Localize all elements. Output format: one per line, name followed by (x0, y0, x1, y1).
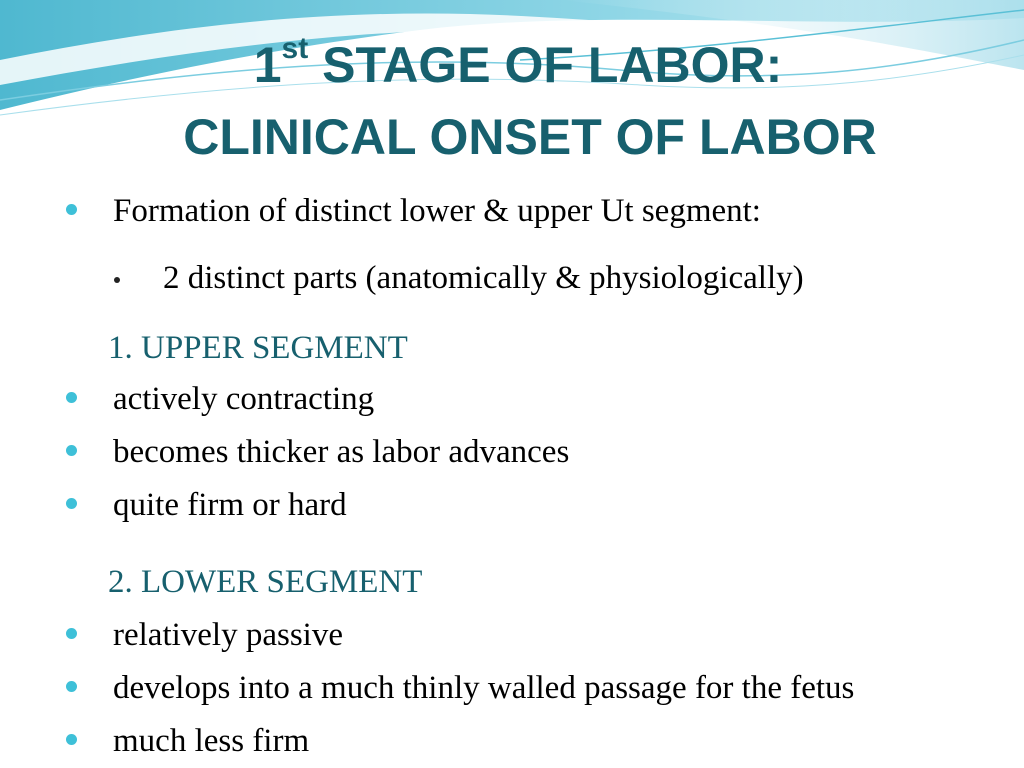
bullet-dot-icon (66, 681, 77, 692)
title-superscript: st (281, 32, 309, 65)
upper-item-text: becomes thicker as labor advances (113, 434, 570, 470)
bullet-dot-icon (66, 734, 77, 745)
bullet-dot-icon (66, 445, 77, 456)
bullet-dot-icon (66, 498, 77, 509)
bullet-dot-icon (66, 628, 77, 639)
lower-segment-heading: 2. LOWER SEGMENT (108, 564, 423, 600)
upper-item-text: actively contracting (113, 381, 375, 417)
bullet-dot-icon (66, 204, 77, 215)
title-text: STAGE OF LABOR: (308, 37, 783, 93)
bullet-dot-icon (66, 392, 77, 403)
sub-bullet-dot-icon (114, 277, 120, 283)
slide-subtitle: CLINICAL ONSET OF LABOR (183, 109, 877, 165)
lower-item-text: develops into a much thinly walled passage for the fetus (113, 670, 855, 706)
upper-segment-heading: 1. UPPER SEGMENT (108, 330, 408, 366)
lower-item-text: much less firm (113, 723, 310, 759)
lower-item-text: relatively passive (113, 617, 344, 653)
bullet-text: Formation of distinct lower & upper Ut segment: (113, 193, 761, 229)
sub-bullet-text: 2 distinct parts (anatomically & physiologically) (163, 260, 804, 296)
title-number: 1 (253, 37, 282, 93)
upper-item-text: quite firm or hard (113, 487, 347, 523)
